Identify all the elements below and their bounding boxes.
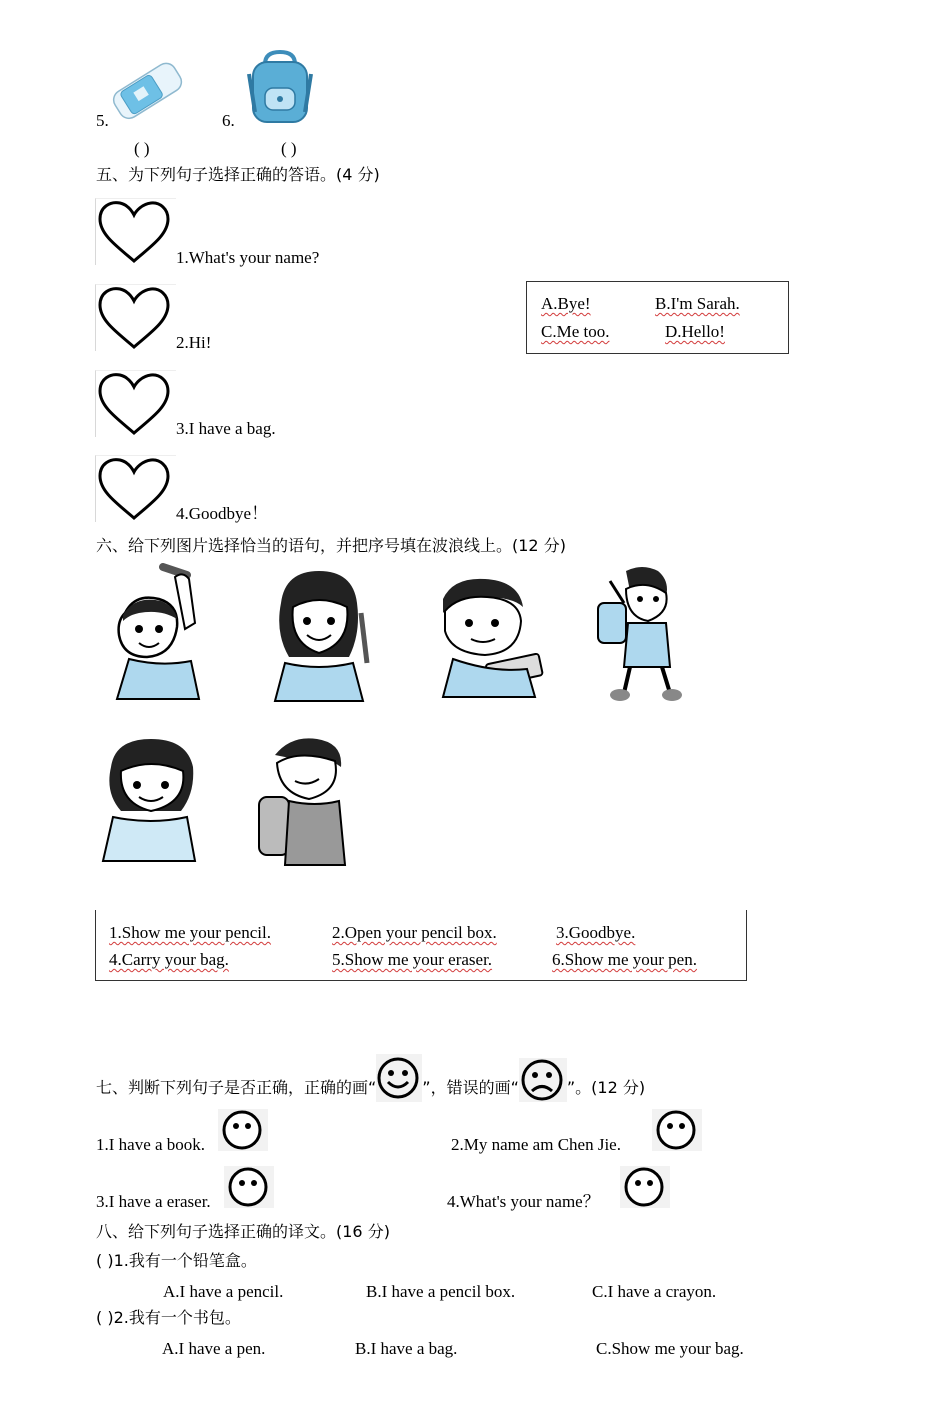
heart-answer-box-3[interactable] (95, 370, 176, 437)
s7-item-4: 4.What's your name？ (447, 1192, 600, 1211)
neutral-face-answer-icon[interactable] (218, 1109, 268, 1151)
s8-q2-option-c: C.Show me your bag. (596, 1339, 744, 1358)
answer-paren-5[interactable]: ( ) (134, 139, 150, 158)
neutral-face-answer-icon[interactable] (224, 1166, 274, 1208)
heart-answer-box-2[interactable] (95, 284, 176, 351)
neutral-face-answer-icon[interactable] (620, 1166, 670, 1208)
s6-option-4: 4.Carry your bag. (109, 950, 229, 969)
boy-carrying-bag-picture (255, 735, 357, 869)
s8-q1-option-c: C.I have a crayon. (592, 1282, 717, 1301)
s7-title-part-c: ”。(12 分) (566, 1078, 646, 1097)
s5-option-c: C.Me too. (541, 322, 610, 341)
sad-face-icon (519, 1058, 567, 1102)
girl-showing-pen-picture (95, 733, 209, 863)
s7-item-1: 1.I have a book. (96, 1135, 206, 1154)
s5-item-2: 2.Hi! (176, 333, 212, 352)
s5-options-box (526, 281, 789, 354)
s8-q2-option-a: A.I have a pen. (162, 1339, 266, 1358)
s7-item-2: 2.My name am Chen Jie. (451, 1135, 621, 1154)
schoolbag-icon (245, 50, 315, 126)
s8-question-1[interactable]: ( )1.我有一个铅笔盒。 (96, 1251, 257, 1270)
heart-icon (96, 456, 176, 522)
s6-options-box (95, 910, 747, 981)
item-number-6: 6. (222, 111, 235, 130)
s8-q1-option-a: A.I have a pencil. (163, 1282, 284, 1301)
answer-paren-6[interactable]: ( ) (281, 139, 297, 158)
neutral-face-answer-icon[interactable] (652, 1109, 702, 1151)
s8-q1-option-b: B.I have a pencil box. (366, 1282, 516, 1301)
smiling-face-icon (376, 1054, 422, 1102)
s5-option-b: B.I'm Sarah. (655, 294, 740, 313)
s7-title-part-a: 七、判断下列句子是否正确，正确的画“ (96, 1078, 377, 1097)
heart-icon (96, 285, 176, 351)
s5-item-1: 1.What's your name? (176, 248, 320, 267)
s6-option-1: 1.Show me your pencil. (109, 923, 271, 942)
heart-answer-box-1[interactable] (95, 198, 176, 265)
section5-title: 五、为下列句子选择正确的答语。(4 分) (96, 165, 380, 184)
heart-answer-box-4[interactable] (95, 455, 176, 522)
heart-icon (96, 199, 176, 265)
girl-holding-pencil-picture (257, 563, 383, 703)
section8-title: 八、给下列句子选择正确的译文。(16 分) (96, 1222, 390, 1241)
s8-question-2[interactable]: ( )2.我有一个书包。 (96, 1308, 241, 1327)
boy-raising-pencil-picture (95, 563, 219, 703)
boy-waving-with-bag-picture (590, 563, 694, 703)
item-number-5: 5. (96, 111, 109, 130)
eraser-icon (108, 54, 186, 126)
s5-item-4: 4.Goodbye！ (176, 504, 269, 523)
s7-title-part-b: ”，错误的画“ (422, 1078, 519, 1097)
s6-option-6: 6.Show me your pen. (552, 950, 697, 969)
boy-opening-pencil-box-picture (423, 569, 549, 699)
s7-item-3: 3.I have a eraser. (96, 1192, 211, 1211)
section7-title (96, 1046, 645, 1102)
heart-icon (96, 371, 176, 437)
s6-option-5: 5.Show me your eraser. (332, 950, 493, 969)
s8-q2-option-b: B.I have a bag. (355, 1339, 458, 1358)
s5-option-a: A.Bye! (541, 294, 591, 313)
s6-option-2: 2.Open your pencil box. (332, 923, 497, 942)
s6-option-3: 3.Goodbye. (556, 923, 636, 942)
s5-item-3: 3.I have a bag. (176, 419, 276, 438)
section6-title: 六、给下列图片选择恰当的语句，并把序号填在波浪线上。(12 分) (96, 536, 566, 555)
s5-option-d: D.Hello! (665, 322, 725, 341)
